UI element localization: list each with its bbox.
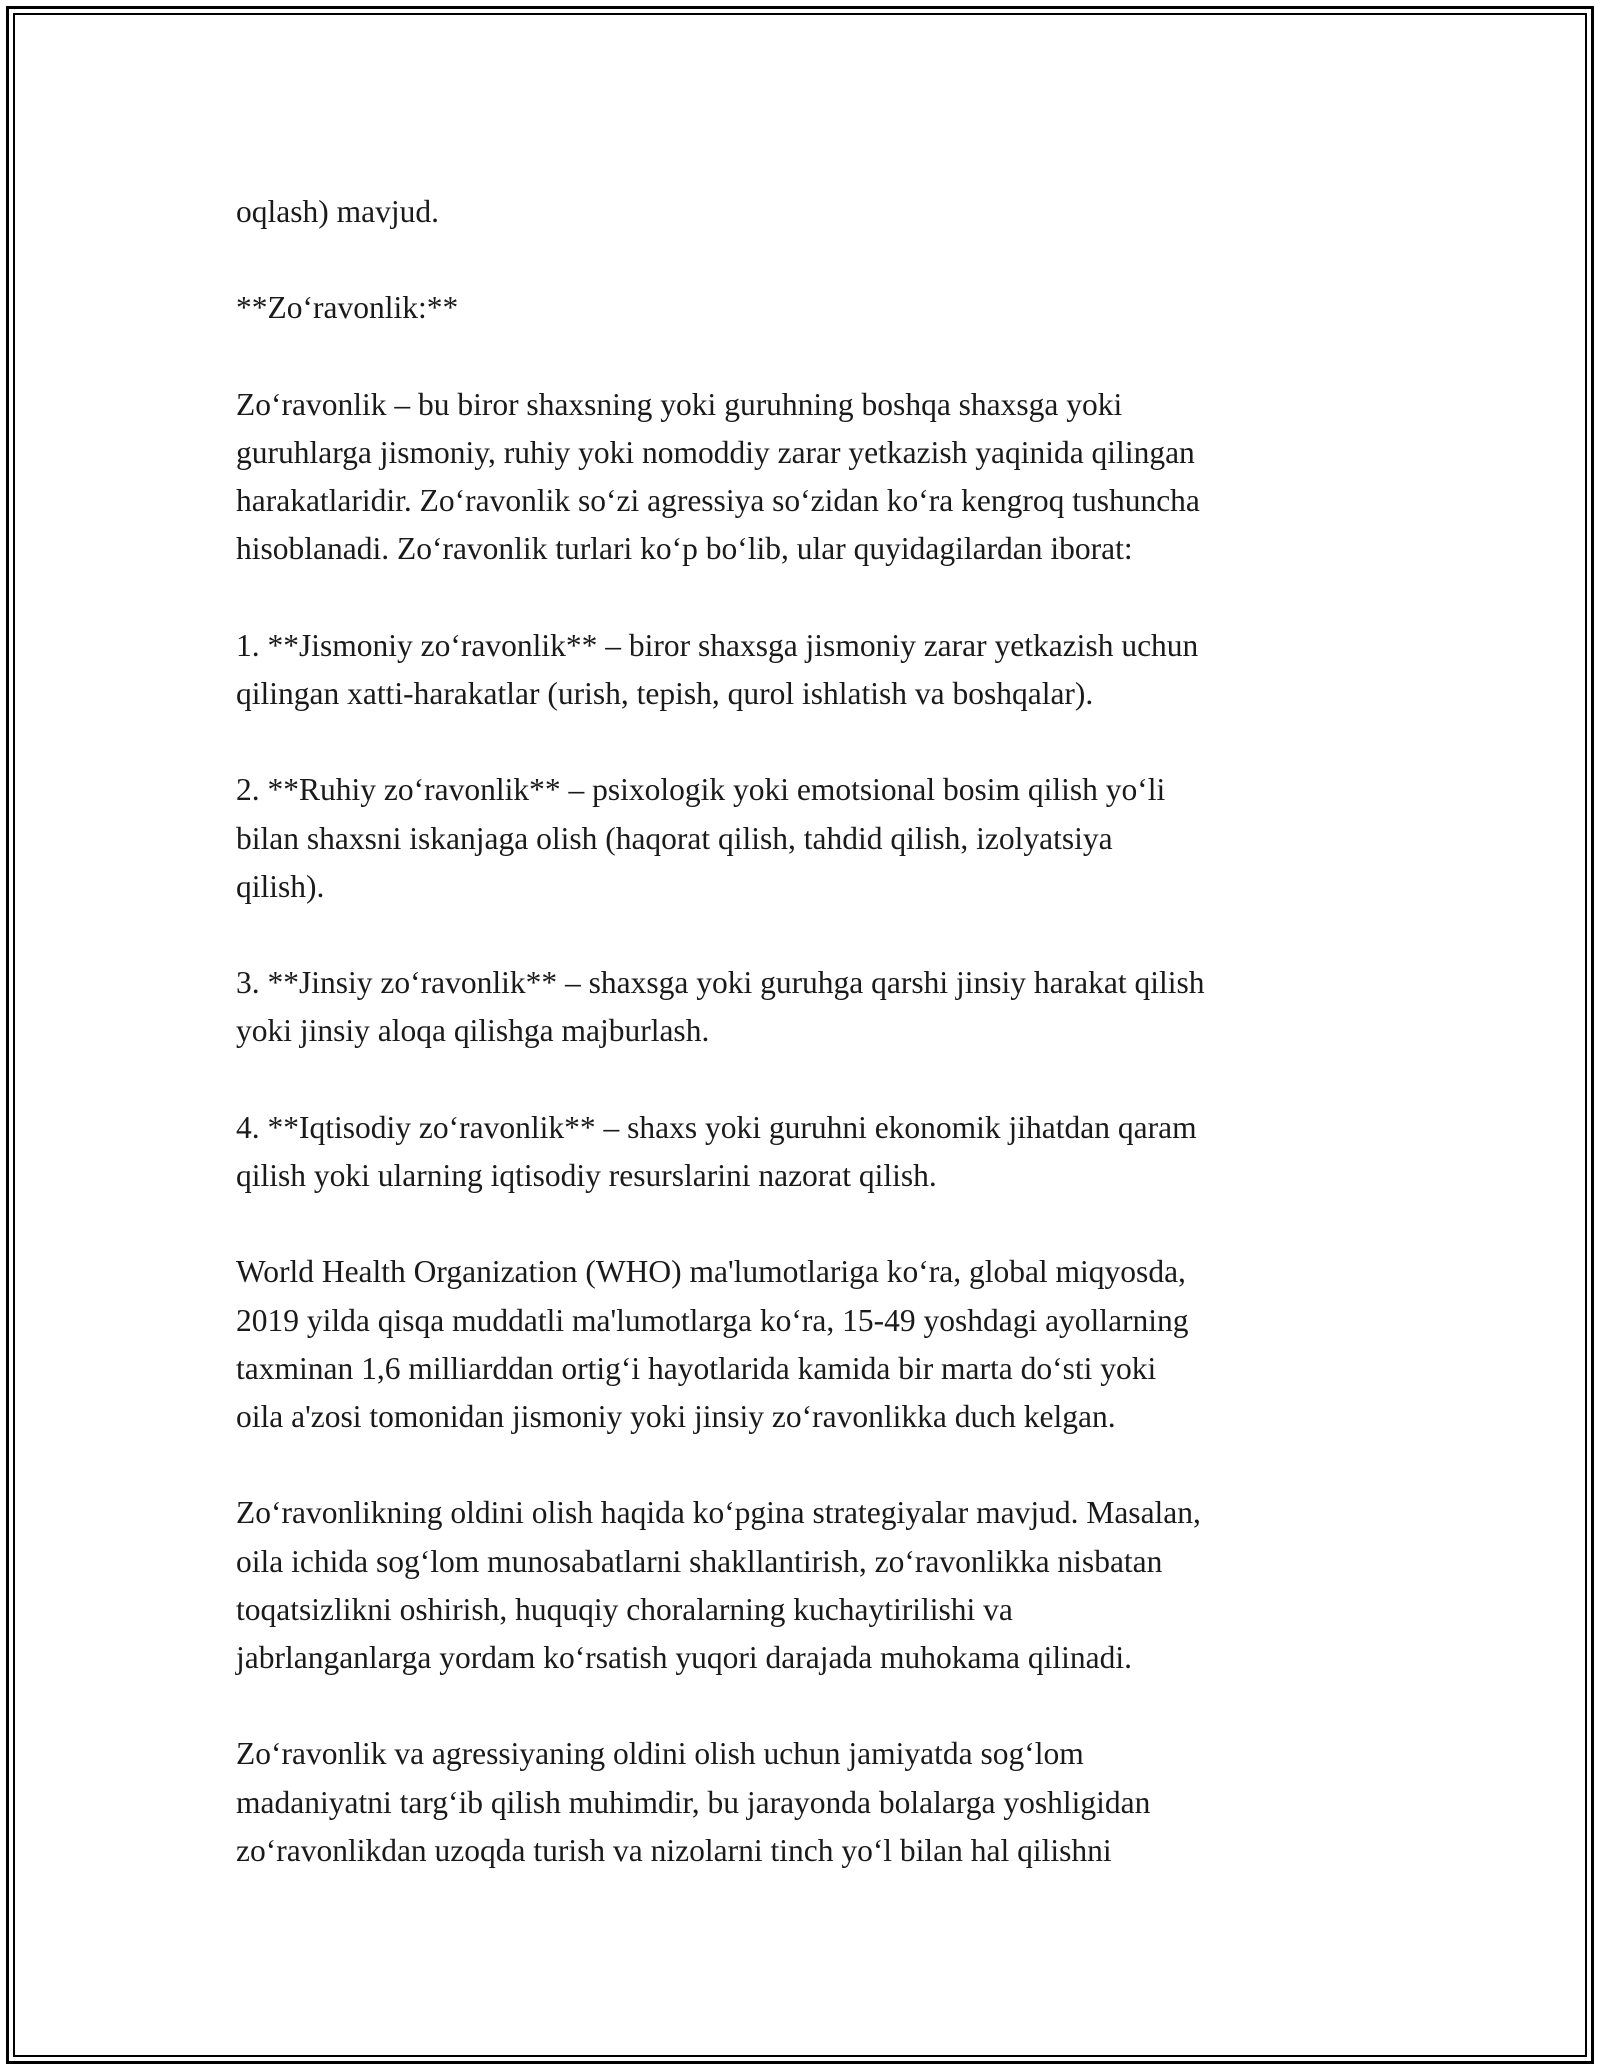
text-line: Zo‘ravonlik va agressiyaning oldini olish uchun jamiyatda sog‘lom <box>236 1736 1084 1772</box>
text-line: 4. **Iqtisodiy zo‘ravonlik** – shaxs yoki guruhni ekonomik jihatdan qaram <box>236 1109 1197 1145</box>
text-line: qilish). <box>236 868 325 904</box>
text-line: qilish yoki ularning iqtisodiy resurslarini nazorat qilish. <box>236 1157 937 1193</box>
text-line: jabrlanganlarga yordam ko‘rsatish yuqori darajada muhokama qilinadi. <box>236 1639 1133 1675</box>
text-line: toqatsizlikni oshirish, huquqiy choralarning kuchaytirilishi va <box>236 1591 1013 1627</box>
text-line: 2. **Ruhiy zo‘ravonlik** – psixologik yoki emotsional bosim qilish yo‘li <box>236 772 1166 808</box>
list-item-psychological <box>236 766 1386 911</box>
list-item-economic <box>236 1104 1386 1200</box>
paragraph-prevention-strategies <box>236 1489 1386 1682</box>
list-item-physical <box>236 622 1386 718</box>
text-line: oila ichida sog‘lom munosabatlarni shakllantirish, zo‘ravonlikka nisbatan <box>236 1543 1163 1579</box>
text-line: 3. **Jinsiy zo‘ravonlik** – shaxsga yoki guruhga qarshi jinsiy harakat qilish <box>236 965 1205 1001</box>
text-line: guruhlarga jismoniy, ruhiy yoki nomoddiy zarar yetkazish yaqinida qilingan <box>236 434 1195 470</box>
text-line: madaniyatni targ‘ib qilish muhimdir, bu jarayonda bolalarga yoshligidan <box>236 1784 1151 1820</box>
text-line: **Zo‘ravonlik:** <box>236 290 459 326</box>
text-line: qilingan xatti-harakatlar (urish, tepish, qurol ishlatish va boshqalar). <box>236 675 1094 711</box>
paragraph-who-statistics <box>236 1248 1386 1441</box>
text-line: harakatlaridir. Zo‘ravonlik so‘zi agressiya so‘zidan ko‘ra kengroq tushuncha <box>236 483 1200 519</box>
text-line: Zo‘ravonlik – bu biror shaxsning yoki guruhning boshqa shaxsga yoki <box>236 386 1123 422</box>
text-line: Zo‘ravonlikning oldini olish haqida ko‘pgina strategiyalar mavjud. Masalan, <box>236 1495 1201 1531</box>
text-line: bilan shaxsni iskanjaga olish (haqorat qilish, tahdid qilish, izolyatsiya <box>236 820 1113 856</box>
paragraph-definition <box>236 381 1386 574</box>
text-line: yoki jinsiy aloqa qilishga majburlash. <box>236 1013 710 1049</box>
paragraph-continuation <box>236 188 1386 236</box>
text-line: zo‘ravonlikdan uzoqda turish va nizolarni tinch yo‘l bilan hal qilishni <box>236 1832 1112 1868</box>
section-heading-violence <box>236 284 1386 332</box>
text-line: 2019 yilda qisqa muddatli ma'lumotlarga ko‘ra, 15-49 yoshdagi ayollarning <box>236 1302 1189 1338</box>
text-line: hisoblanadi. Zo‘ravonlik turlari ko‘p bo‘lib, ular quyidagilardan iborat: <box>236 531 1133 567</box>
list-item-sexual <box>236 959 1386 1055</box>
paragraph-healthy-culture <box>236 1730 1386 1875</box>
text-line: 1. **Jismoniy zo‘ravonlik** – biror shaxsga jismoniy zarar yetkazish uchun <box>236 627 1199 663</box>
text-line: taxminan 1,6 milliarddan ortig‘i hayotlarida kamida bir marta do‘sti yoki <box>236 1350 1157 1386</box>
text-line: World Health Organization (WHO) ma'lumotlariga ko‘ra, global miqyosda, <box>236 1254 1186 1290</box>
document-body <box>236 188 1386 1875</box>
text-line: oila a'zosi tomonidan jismoniy yoki jinsiy zo‘ravonlikka duch kelgan. <box>236 1398 1116 1434</box>
text-line: oqlash) mavjud. <box>236 194 439 229</box>
